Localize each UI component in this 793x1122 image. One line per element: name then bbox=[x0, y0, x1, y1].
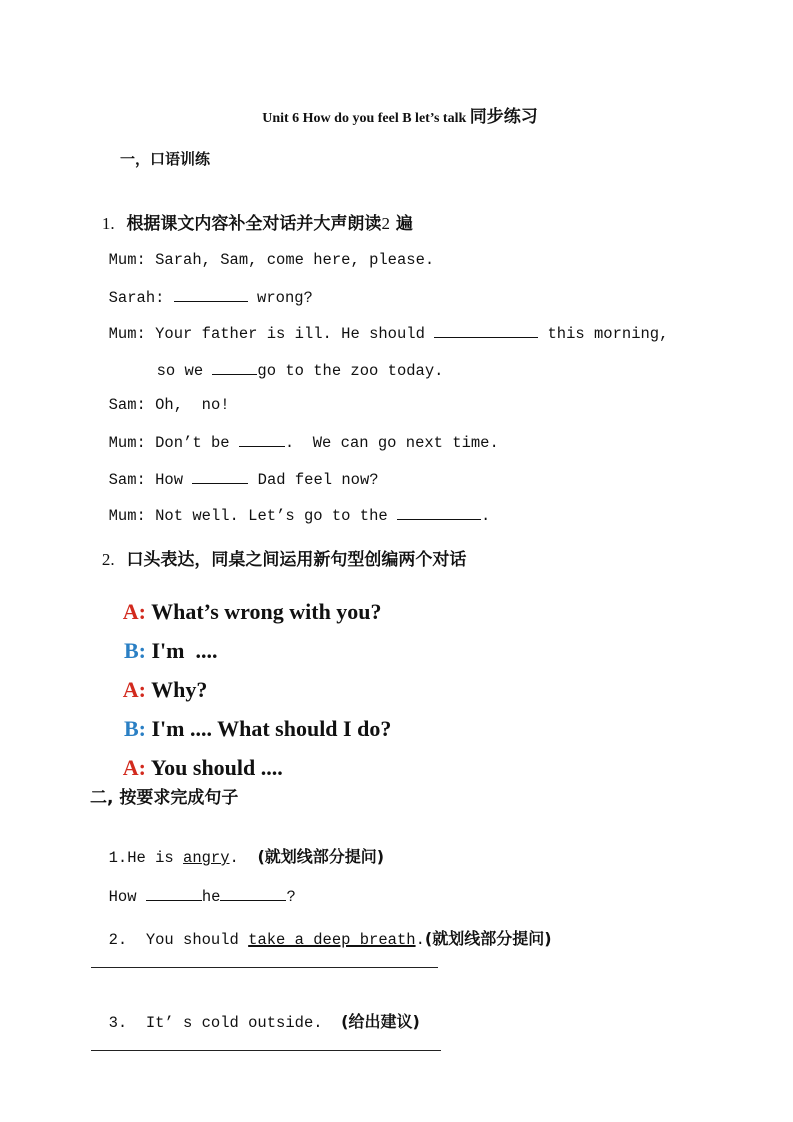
dialogue-line-1 bbox=[90, 233, 434, 269]
task1-instruction bbox=[90, 189, 413, 234]
answer-line-2[interactable] bbox=[91, 967, 438, 968]
answer-line-3[interactable] bbox=[91, 1050, 441, 1051]
dialogue-line-3: Mum: Your father is ill. He should this morning, bbox=[108, 325, 669, 343]
speaker: Sam: bbox=[108, 471, 146, 489]
task1-number: 1. bbox=[101, 214, 115, 233]
answer-blank-1[interactable] bbox=[146, 886, 202, 901]
exercise-item-1-answer: How he ? bbox=[108, 888, 296, 906]
speaker-a: A: bbox=[122, 677, 147, 702]
speaker: Mum: bbox=[108, 251, 146, 269]
underlined-phrase: angry bbox=[183, 849, 230, 867]
dialogue-line-5: Mum: Don’t be . We can go next time. bbox=[108, 434, 499, 452]
hint: (就划线部分提问) bbox=[257, 847, 385, 866]
dialogue-line-7: Mum: Not well. Let’s go to the . bbox=[108, 507, 491, 525]
model-line-5: A: You should .... bbox=[122, 755, 283, 780]
dialogue-line-6: Sam: How Dad feel now? bbox=[108, 471, 379, 489]
speaker: Sarah: bbox=[108, 289, 165, 307]
line-text: Oh, no! bbox=[145, 396, 230, 414]
hint: (给出建议) bbox=[341, 1012, 420, 1031]
exercise-item-1: 1.He is angry. (就划线部分提问) bbox=[108, 847, 385, 867]
speaker: Mum: bbox=[108, 434, 146, 452]
title-chinese: 同步练习 bbox=[469, 107, 538, 127]
line-text: Sarah, Sam, come here, please. bbox=[145, 251, 435, 269]
answer-blank-2[interactable] bbox=[220, 886, 286, 901]
fill-blank-6[interactable] bbox=[397, 505, 481, 520]
hint: (就划线部分提问) bbox=[424, 929, 552, 948]
speaker: Mum: bbox=[108, 325, 146, 343]
fill-blank-3[interactable] bbox=[212, 360, 257, 375]
speaker-a: A: bbox=[122, 599, 147, 624]
task1-count: 2 bbox=[381, 214, 390, 233]
model-line-2: B: I'm .... bbox=[124, 638, 218, 663]
speaker: Mum: bbox=[108, 507, 146, 525]
fill-blank-2[interactable] bbox=[434, 323, 538, 338]
task1-text: 根据课文内容补全对话并大声朗读 bbox=[126, 214, 382, 234]
task1-unit: 遍 bbox=[395, 214, 413, 234]
underlined-phrase: take a deep breath bbox=[248, 931, 416, 949]
task2-number: 2. bbox=[101, 550, 115, 569]
title-english: Unit 6 How do you feel B let’s talk bbox=[262, 111, 470, 126]
model-line-4: B: I'm .... What should I do? bbox=[124, 716, 392, 741]
task2-instruction bbox=[90, 525, 466, 570]
speaker: Sam: bbox=[108, 396, 146, 414]
exercise-item-2: 2. You should take a deep breath.(就划线部分提问) bbox=[108, 929, 552, 949]
speaker-b: B: bbox=[124, 638, 146, 663]
exercise-item-3: 3. It’ s cold outside. (给出建议) bbox=[108, 1012, 420, 1032]
section1-heading: 一，口语训练 bbox=[120, 150, 211, 168]
task2-text: 口头表达，同桌之间运用新句型创编两个对话 bbox=[126, 550, 467, 570]
speaker-b: B: bbox=[124, 716, 146, 741]
page-title bbox=[0, 86, 793, 127]
fill-blank-1[interactable] bbox=[174, 287, 248, 302]
fill-blank-5[interactable] bbox=[192, 469, 248, 484]
model-line-3: A: Why? bbox=[122, 677, 208, 702]
section2-heading: 二, 按要求完成句子 bbox=[90, 788, 239, 808]
dialogue-line-2: Sarah: wrong? bbox=[108, 289, 313, 307]
dialogue-line-3-cont: so we go to the zoo today. bbox=[156, 362, 444, 380]
dialogue-line-4 bbox=[90, 378, 230, 414]
fill-blank-4[interactable] bbox=[239, 432, 285, 447]
speaker-a: A: bbox=[122, 755, 147, 780]
model-line-1: A: What’s wrong with you? bbox=[122, 599, 382, 624]
